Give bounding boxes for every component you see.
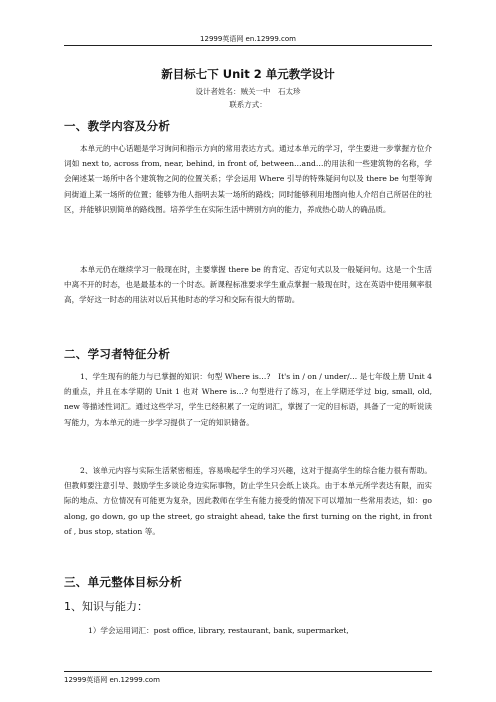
section-2-paragraph-1: 1、学生现有的能力与已掌握的知识：句型 Where is…? It's in / on / under/… 是七年级上册 Unit 4 的重点，并且在本学期的 Unit 1 也对 Where is…? 句型进行了练习，在上学期还学过 big, small, old, new 等描述性词汇。通过这些学习，学生已经积累了一定的词汇，掌握了一定的目标语，具备了一定的听说读写能力，为本单元的进一步学习提供了一定的知识储备。 [64,372,432,427]
designer-line: 设计者姓名：贼关一中 石太珍 [195,87,301,96]
section-heading-1: 一、教学内容及分析 [64,119,171,133]
section-heading-2: 二、学习者特征分析 [64,347,171,361]
section-1-paragraph-1: 本单元的中心话题是学习询问和指示方向的常用表达方式。通过本单元的学习，学生要进一步掌握方位介词如 next to, across from, near, behind, in front of, between…and…的用法和一些建筑物的名称，学会阐述某一场所中各个建筑物之间的位置关系；学会运用 Where 引导的特殊疑问句以及 there be 句型等询问街道上某一场所的位置；能够为他人指明去某一场所的路线；同时能够利用地图向他人介绍自己所居住的社区，并能够识别简单的路线图。培养学生在实际生活中辨别方向的能力，养成热心助人的确品质。 [64,144,432,214]
footer-rule [64,671,432,672]
header-rule [64,45,432,46]
section-heading-3: 三、单元整体目标分析 [64,575,182,589]
document-title: 新目标七下 Unit 2 单元教学设计 [161,67,335,81]
section-2-paragraph-2: 2、该单元内容与实际生活紧密相连，容易唤起学生的学习兴趣，这对于提高学生的综合能力很有帮助。但教师要注意引导、鼓励学生多谈论身边实际事物，防止学生只会纸上谈兵。由于本单元所学表达有限，而实际的地点、方位情况有可能更为复杂，因此教师在学生有能力接受的情况下可以增加一些常用表达，如：go along, go down, go up the street, go straight ahead, take the first turning on the right, in front of , bus stop, station 等。 [64,466,432,536]
section-1-paragraph-2: 本单元仍在继续学习一般现在时，主要掌握 there be 的肯定、否定句式以及一般疑问句。这是一个生活中离不开的时态，也是最基本的一个时态。新课程标准要求学生重点掌握一般现在时，这在英语中使用频率很高，学好这一时态的用法对以后其他时态的学习和交际有很大的帮助。 [64,265,432,305]
list-item: 1）学会运用词汇：post office, library, restaurant, bank, supermarket, [88,626,349,635]
page-header: 12999英语网 en.12999.com [200,35,296,43]
page-footer: 12999英语网 en.12999.com [64,676,160,684]
subheading-knowledge: 1、知识与能力： [64,600,148,613]
contact-line: 联系方式： [229,100,267,109]
